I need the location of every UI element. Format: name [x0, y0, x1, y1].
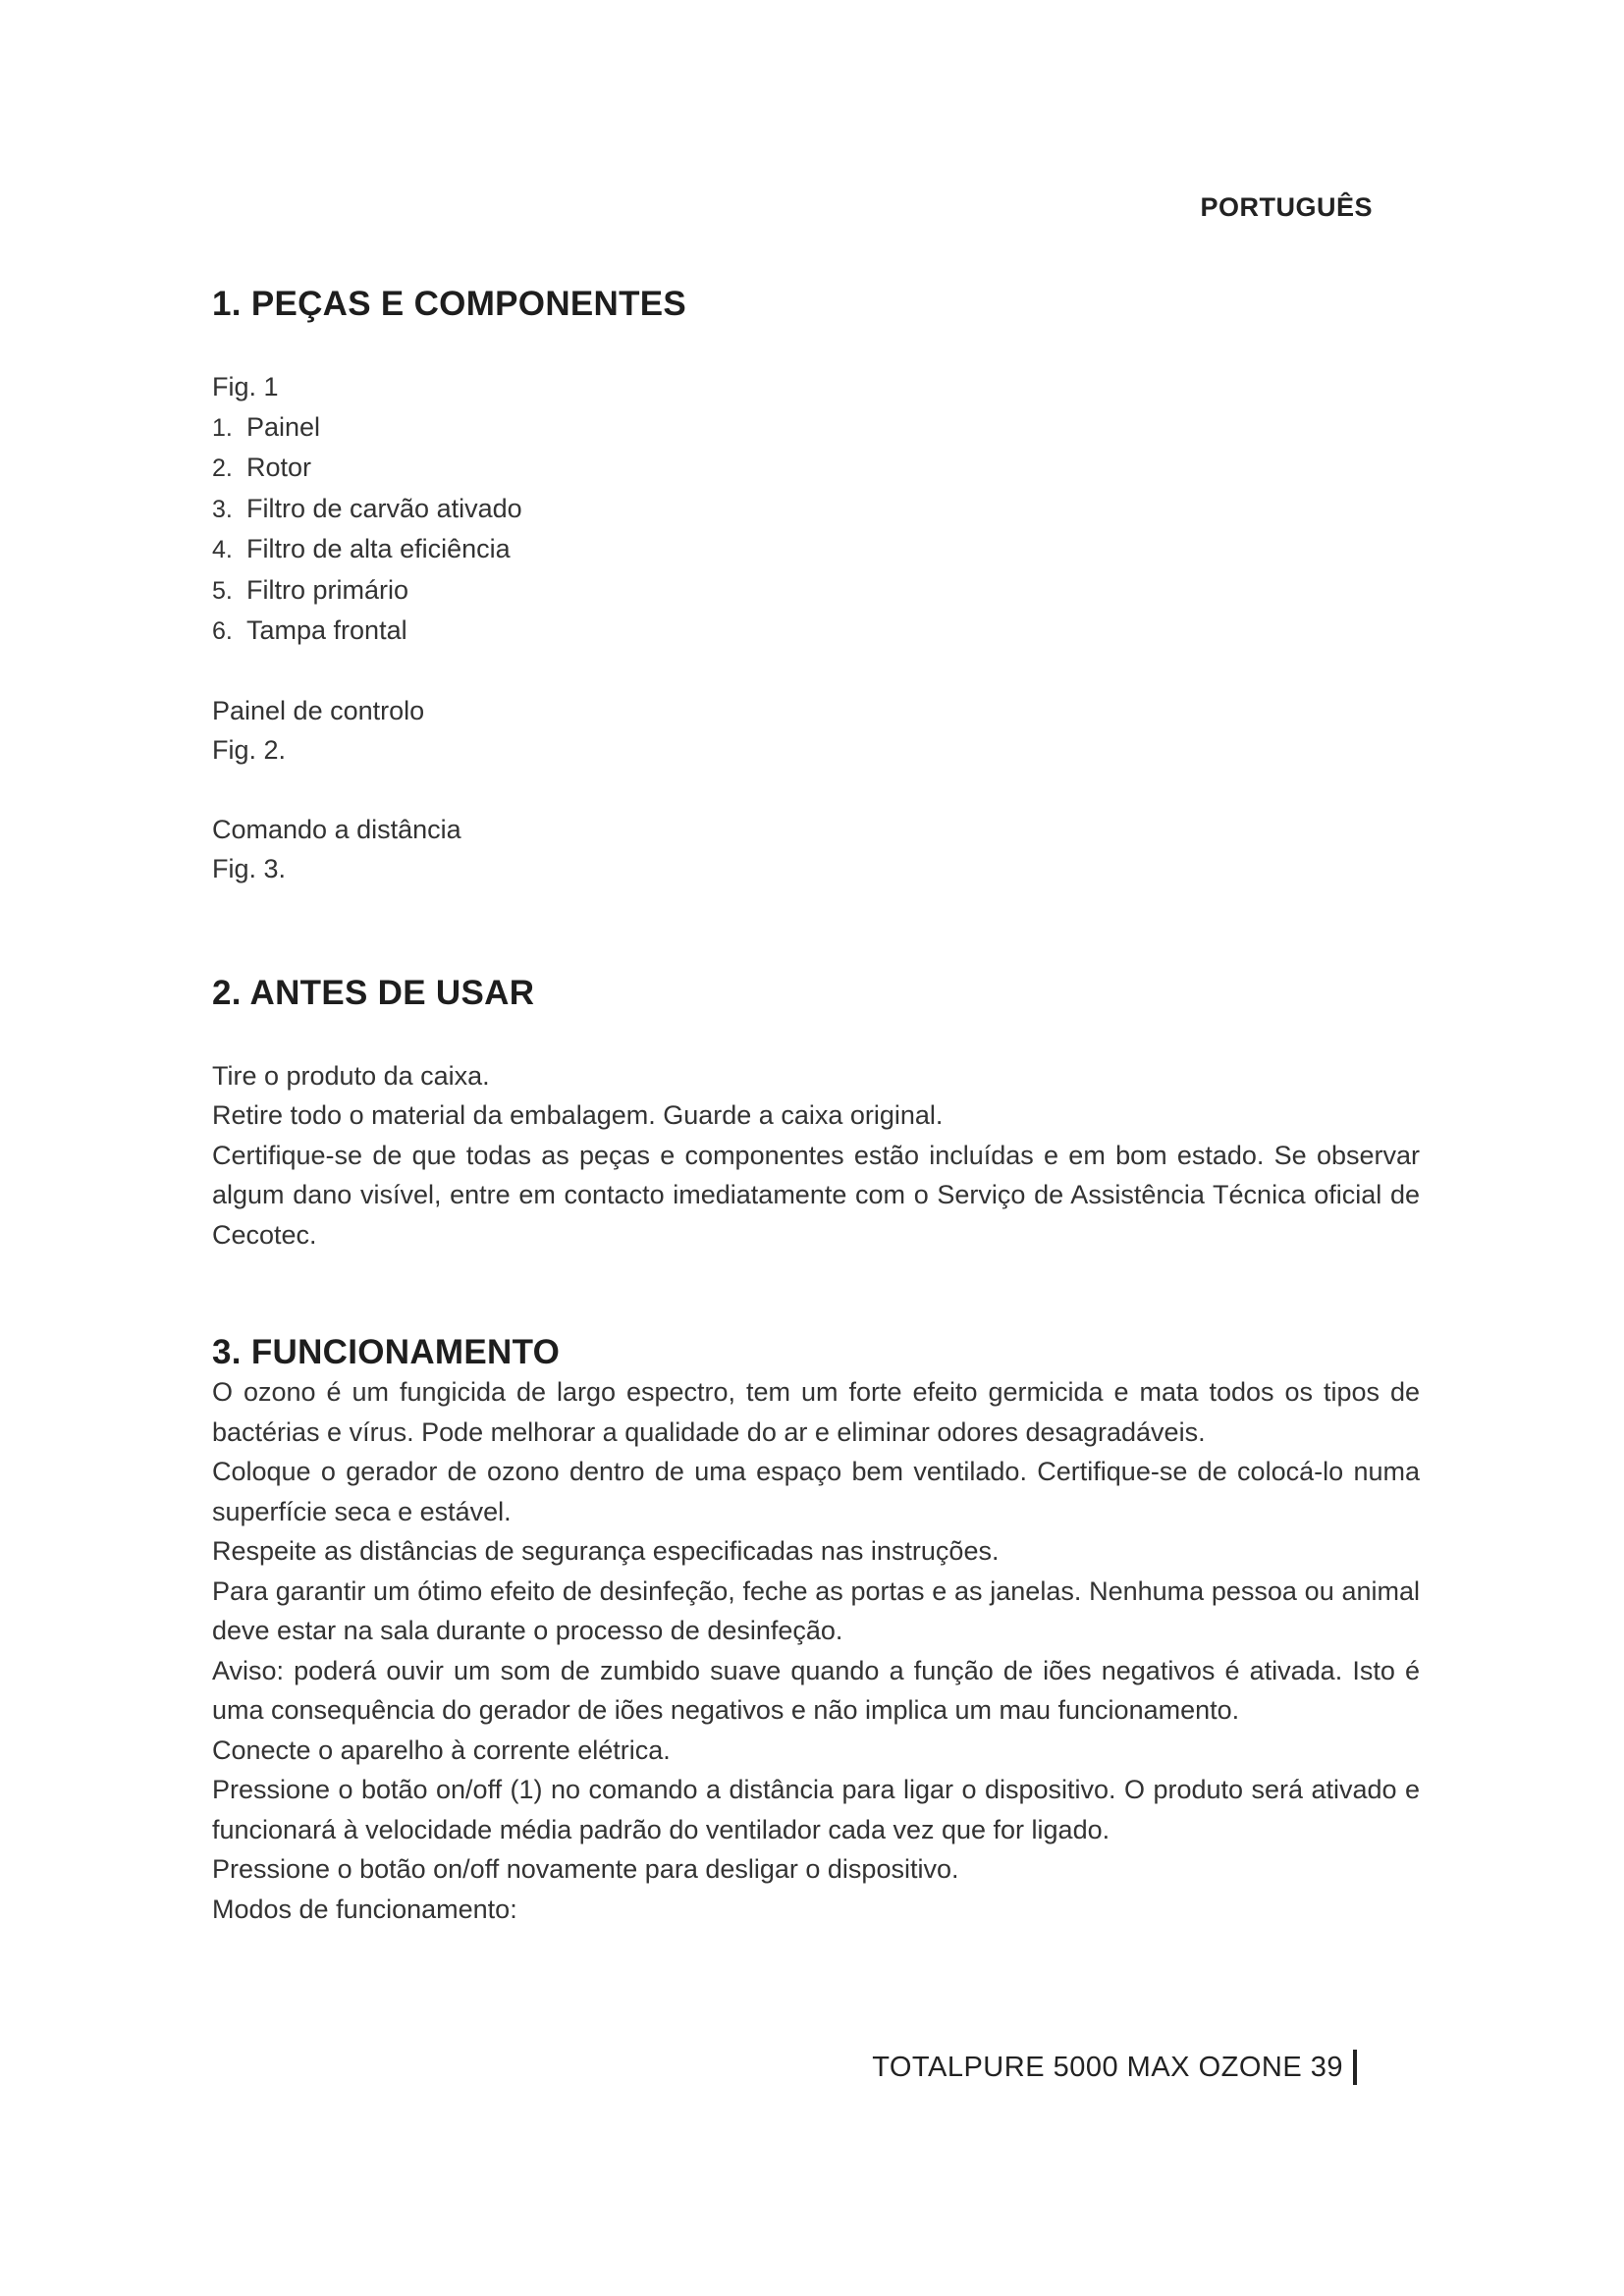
list-item — [212, 489, 1420, 530]
fig-1-label: Fig. 1 — [212, 372, 279, 401]
list-item-number: 5. — [212, 576, 233, 605]
list-item-number: 6. — [212, 617, 233, 645]
section-2-title: 2. ANTES DE USAR — [212, 973, 535, 1012]
list-item — [212, 570, 1420, 612]
fig-3-label: Fig. 3. — [212, 854, 287, 883]
footer-bar — [1353, 2050, 1357, 2085]
footer-text: TOTALPURE 5000 MAX OZONE 39 — [872, 2051, 1343, 2083]
list-item-label: Filtro de carvão ativado — [246, 493, 522, 523]
section-3-paragraph: Conecte o aparelho à corrente elétrica. — [212, 1735, 671, 1765]
list-item — [212, 529, 1420, 570]
section-3-paragraph: Para garantir um ótimo efeito de desinfeção, feche as portas e as janelas. Nenhuma pessoa ou animal deve estar na sala durante o processo de desinfeção. — [212, 1575, 1420, 1645]
section-3-paragraph: Modos de funcionamento: — [212, 1894, 517, 1924]
list-item-label: Filtro de alta eficiência — [246, 534, 511, 563]
section-3-paragraph: Pressione o botão on/off (1) no comando a distância para ligar o dispositivo. O produto será ativado e funcionará à velocidade média padrão do ventilador cada vez que for ligado. — [212, 1775, 1420, 1844]
list-item — [212, 448, 1420, 489]
section-3-paragraph: Respeite as distâncias de segurança especificadas nas instruções. — [212, 1536, 1000, 1566]
list-item-number: 4. — [212, 536, 233, 563]
page-footer — [872, 2050, 1357, 2085]
section-3-paragraph: Aviso: poderá ouvir um som de zumbido suave quando a função de iões negativos é ativada. Isto é uma consequência do gerador de iões negativos e não implica um mau funcionamento. — [212, 1655, 1420, 1725]
parts-list — [212, 407, 1420, 652]
list-item-label: Painel — [246, 411, 321, 442]
fig-2-label: Fig. 2. — [212, 735, 287, 765]
list-item-label: Filtro primário — [246, 574, 409, 605]
language-label: PORTUGUÊS — [1200, 192, 1373, 222]
section-2-line: Certifique-se de que todas as peças e componentes estão incluídas e em bom estado. Se observar algum dano visível, entre em contacto imediatamente com o Serviço de Assistência Técnica oficial de Cecotec. — [212, 1140, 1420, 1250]
list-item-label: Rotor — [246, 453, 312, 482]
section-2-line: Retire todo o material da embalagem. Guarde a caixa original. — [212, 1100, 944, 1130]
remote-label: Comando a distância — [212, 814, 461, 844]
list-item-number: 1. — [212, 413, 233, 442]
list-item-number: 3. — [212, 495, 233, 523]
list-item-label: Tampa frontal — [246, 615, 407, 645]
list-item-number: 2. — [212, 454, 233, 482]
list-item — [212, 611, 1420, 652]
section-3-paragraph: O ozono é um fungicida de largo espectro, tem um forte efeito germicida e mata todos os tipos de bactérias e vírus. Pode melhorar a qualidade do ar e eliminar odores desagradáveis. — [212, 1377, 1420, 1447]
section-3-title: 3. FUNCIONAMENTO — [212, 1333, 561, 1371]
section-2-line: Tire o produto da caixa. — [212, 1060, 490, 1091]
list-item — [212, 407, 1420, 449]
control-panel-label: Painel de controlo — [212, 695, 425, 725]
section-1-title: 1. PEÇAS E COMPONENTES — [212, 285, 687, 323]
section-3-paragraph: Coloque o gerador de ozono dentro de uma espaço bem ventilado. Certifique-se de colocá-lo numa superfície seca e estável. — [212, 1457, 1420, 1526]
section-3-paragraph: Pressione o botão on/off novamente para desligar o dispositivo. — [212, 1854, 959, 1884]
page-content — [212, 285, 1420, 1929]
